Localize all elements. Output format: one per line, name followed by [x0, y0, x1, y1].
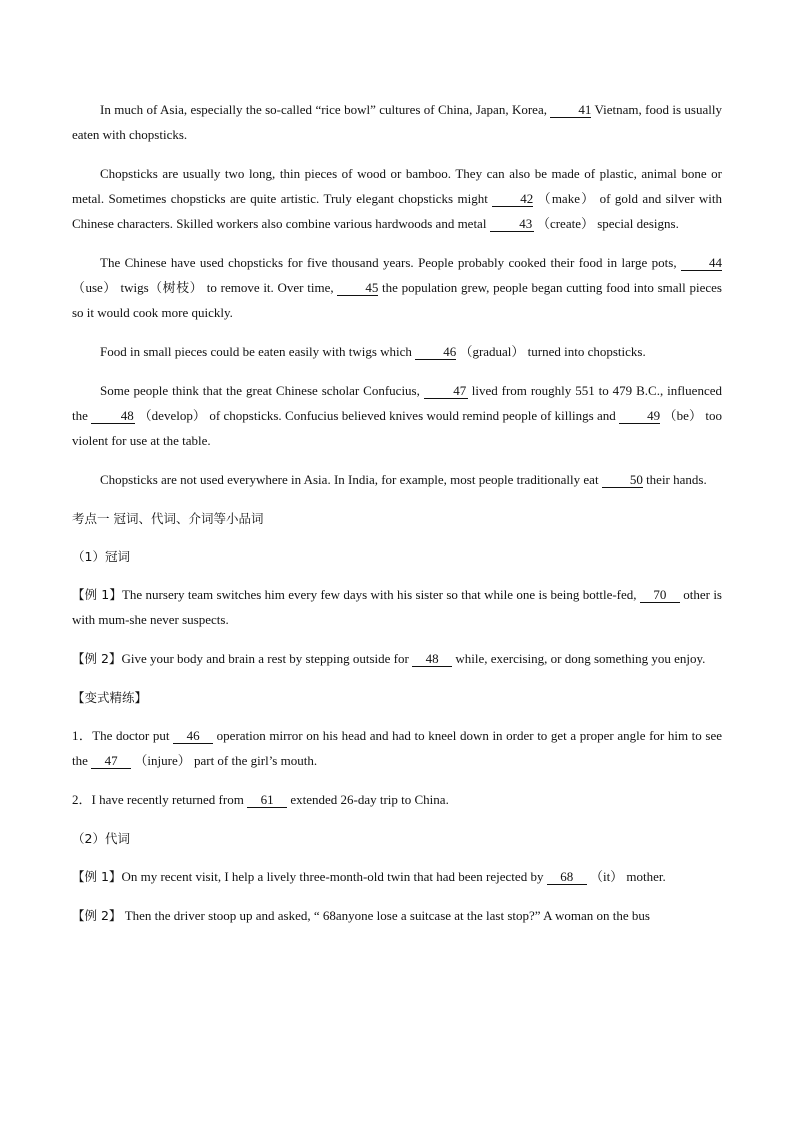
passage-text: In much of Asia, especially the so-called “rice bowl” cultures of China, Japan, Korea, — [100, 102, 551, 117]
passage-text: The Chinese have used chopsticks for five thousand years. People probably cooked their food in large pots, — [100, 255, 681, 270]
passage-paragraph-2 — [72, 161, 722, 236]
example-text: Give your body and brain a rest by stepping outside for — [121, 651, 413, 666]
example-tag: 【例 2】 — [72, 651, 122, 666]
example-1-articles — [72, 582, 722, 632]
passage-text: the population grew, people began cutting food into small pieces so it would cook more quickly. — [72, 280, 722, 320]
passage-text: （create） special designs. — [533, 216, 679, 231]
blank-46[interactable]: 46 — [415, 344, 456, 360]
passage-text: （make） of gold and silver with Chinese characters. Skilled workers also combine various hardwoods and metal — [72, 191, 723, 231]
blank-46-practice[interactable]: 46 — [173, 728, 213, 744]
example-2-pronouns — [72, 903, 722, 928]
subsection-pronouns: （2）代词 — [72, 831, 130, 846]
blank-45[interactable]: 45 — [337, 280, 378, 296]
blank-48[interactable]: 48 — [91, 408, 135, 424]
example-text: Then the driver stoop up and asked, “ 68anyone lose a suitcase at the last stop?” A woman on the bus — [121, 908, 650, 923]
blank-48-example[interactable]: 48 — [412, 651, 452, 667]
passage-paragraph-3 — [72, 250, 722, 325]
question-text: operation mirror on his head and had to kneel down in order to get a proper angle for him to see the — [72, 728, 722, 768]
passage-text: Food in small pieces could be eaten easily with twigs which — [100, 344, 416, 359]
blank-70[interactable]: 70 — [640, 587, 680, 603]
passage-text: （gradual） turned into chopsticks. — [456, 344, 646, 359]
subsection-articles: （1）冠词 — [72, 549, 130, 564]
blank-43[interactable]: 43 — [490, 216, 534, 232]
blank-47-practice[interactable]: 47 — [91, 753, 131, 769]
passage-text: their hands. — [642, 472, 707, 487]
passage-text: lived from roughly 551 to 479 B.C., influenced the — [72, 383, 722, 423]
passage-text: Chopsticks are usually two long, thin pieces of wood or bamboo. They can also be made of plastic, animal bone or metal. Sometimes chopsticks are quite artistic. Truly elegant chopsticks might — [72, 166, 722, 206]
question-text: I have recently returned from — [91, 792, 248, 807]
practice-question-2 — [72, 787, 722, 812]
passage-text: Some people think that the great Chinese scholar Confucius, — [100, 383, 424, 398]
question-text: （injure） part of the girl’s mouth. — [131, 753, 318, 768]
passage-text: （develop） of chopsticks. Confucius believed knives would remind people of killings and — [135, 408, 620, 423]
passage-paragraph-5 — [72, 378, 722, 453]
blank-42[interactable]: 42 — [492, 191, 533, 207]
blank-61[interactable]: 61 — [247, 792, 287, 808]
document-page — [72, 97, 722, 942]
example-tag: 【例 1】 — [72, 587, 122, 602]
passage-paragraph-6 — [72, 467, 722, 492]
section-title: 考点一 冠词、代词、介词等小品词 — [72, 511, 264, 526]
blank-68[interactable]: 68 — [547, 869, 587, 885]
question-number: 1． — [72, 728, 93, 743]
example-text: （it） mother. — [586, 869, 666, 884]
passage-paragraph-4 — [72, 339, 722, 364]
blank-44[interactable]: 44 — [681, 255, 722, 271]
question-text: The doctor put — [92, 728, 174, 743]
example-1-pronouns — [72, 864, 722, 889]
example-text: other is with mum-she never suspects. — [72, 587, 722, 627]
passage-text: Vietnam, food is usually eaten with chopsticks. — [72, 102, 722, 142]
blank-49[interactable]: 49 — [619, 408, 660, 424]
question-number: 2． — [72, 792, 92, 807]
example-tag: 【例 1】 — [72, 869, 122, 884]
example-text: while, exercising, or dong something you enjoy. — [452, 651, 706, 666]
passage-text: （be） too violent for use at the table. — [72, 408, 723, 448]
practice-title: 【变式精练】 — [72, 690, 148, 705]
passage-paragraph-1 — [72, 97, 722, 147]
example-2-articles — [72, 646, 722, 671]
example-tag: 【例 2】 — [72, 908, 122, 923]
passage-text: Chopsticks are not used everywhere in Asia. In India, for example, most people traditionally eat — [100, 472, 602, 487]
example-text: The nursery team switches him every few days with his sister so that while one is being bottle-fed, — [121, 587, 640, 602]
passage-text: （use） twigs（树枝） to remove it. Over time, — [72, 280, 338, 295]
question-text: extended 26-day trip to China. — [287, 792, 449, 807]
blank-41[interactable]: 41 — [550, 102, 591, 118]
example-text: On my recent visit, I help a lively three-month-old twin that had been rejected by — [121, 869, 547, 884]
blank-47[interactable]: 47 — [424, 383, 468, 399]
blank-50[interactable]: 50 — [602, 472, 643, 488]
practice-question-1 — [72, 723, 722, 773]
